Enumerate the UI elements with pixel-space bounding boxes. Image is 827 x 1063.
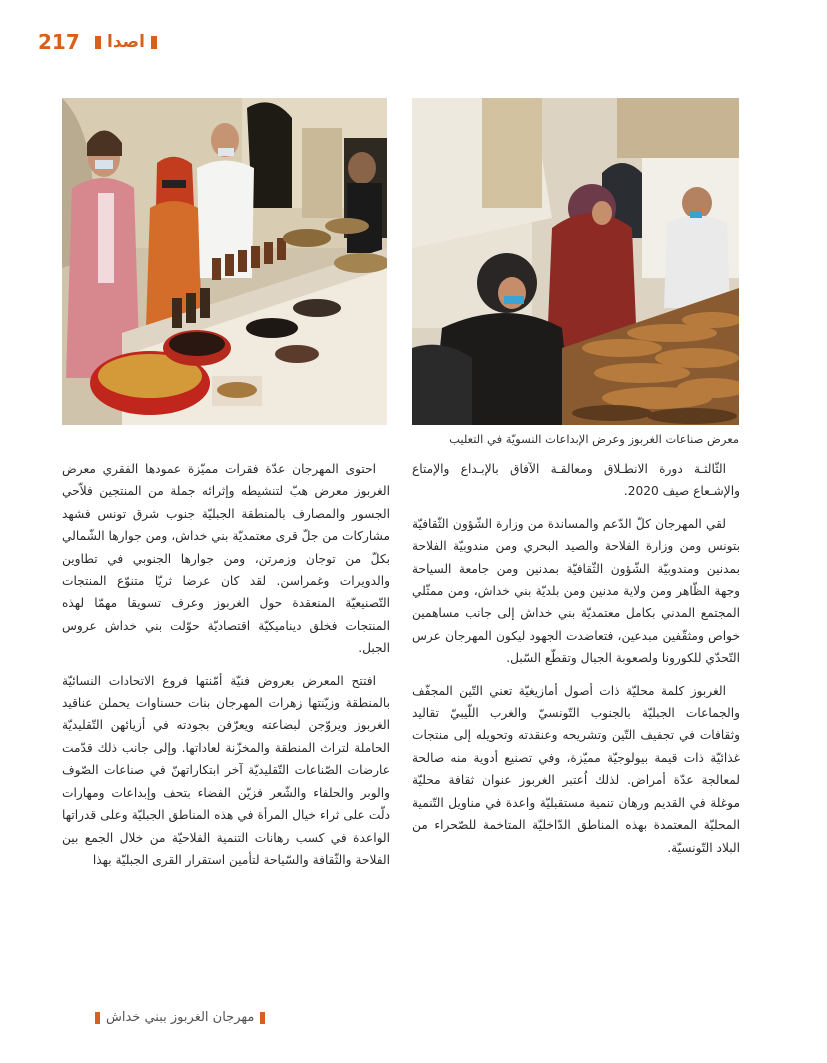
photo-market-crowd [412,98,739,425]
footer-title: مهرجان الغربوز ببني خداش [106,1010,255,1025]
section-title: اصدا [107,32,145,52]
paragraph: احتوى المهرجان عدّة فقرات مميّزة عمودها الفقري معرض الغربوز معرض هبّ لتنشيطه وإثرائه جملة من المنتجين فلاّحي الجسور والمصارف بالمنطقة الجبليّة جنوب شرق تونس فشهد مشاركات من جلّ قرى معتمديّة بني خداش، ومن جوارها الشّمالي بكلّ من توجان وزمرتن، ومن جوارها الجنوبي في تطاوين والدويرات وغمراسن. لقد كان عرضا ثريّا متنوّع المنتجات التّصنيعيّة المنعقدة حول الغربوز وعرف تسويقا مهمّا لهذه المنتجات فخلق ديناميكيّة اقتصاديّة حوّلت بني خداش عروس الجبل. [62,462,390,656]
text-column-left [62,458,390,881]
photo-caption: معرض صناعات الغربوز وعرض الإبداعات النسويّة في التعليب [449,432,739,446]
footer-marker-right [260,1012,265,1024]
paragraph: الثّالثـة دورة الانطـلاق ومعالقـة الآفاق بالإبـداع والإمتاع والإشـعاع صيف 2020. [412,462,740,499]
photo-market-crowd-image [412,98,739,425]
header-marker-left [95,36,101,49]
section-header [95,32,157,52]
paragraph: افتتح المعرض بعروض فنيّة أمّنتها فروع الاتحادات النسائيّة بالمنطقة وزيّنتها زهرات المهرجان بنات حسناوات يحملن عناقيد الغربوز ويروّجن لبضاعته ويعرّفن بجودته في أزيائهن التّقليديّة الحاملة لتراث المنطقة والمخزّنة لعاداتها. وإلى جانب ذلك قدّمت عارضات الصّناعات التّقليديّة آخر ابتكاراتهنّ في صناعات الصّوف والوبر والحلفاء والشّعر فزيّن الفضاء بتحف وإبداعات ومهارات دلّت على ثراء خيال المرأة في هذه المناطق الجبليّة وعلى قدراتها الواعدة في كسب رهانات التنمية الفلاحيّة من خلال الجمع بين الفلاحة والثّقافة والسّياحة لتأمين استقرار القرى الجبليّة بهذا [62,673,390,867]
paragraph: لقي المهرجان كلّ الدّعم والمساندة من وزارة الشّؤون الثّقافيّة بتونس ومن وزارة الفلاحة والصيد البحري ومن مندوبيّة الفلاحة بمدنين ومندوبيّة الشّؤون الثّقافيّة بمدنين ومن جامعة السياحة وجهة الظّاهر ومن ولاية مدنين ومن بلديّة بني خداش، ومن ممثّلي المجتمع المدني بكامل معتمديّة بني خداش إلى جانب مساهمين خواص ومثقّفين مبدعين، فتعاضدت الجهود ليكون المهرجان عرس التّحدّي للكورونا ولصعوبة الجبال وتقطّع السّبل. [412,516,740,666]
page-number: 217 [38,30,80,54]
photo-market-stall-image [62,98,387,425]
text-column-right [412,458,740,869]
page-footer [95,1010,265,1025]
photo-market-stall [62,98,387,425]
footer-marker-left [95,1012,100,1024]
paragraph: الغربوز كلمة محليّة ذات أصول أمازيغيّة تعني التّين المجفّف والجماعات الجبليّة بالجنوب التّونسيّ والغرب اللّيبيّ تقاليد وثقافات في تجفيف التّين وتشريحه وعنقدته وتحويله إلى منتجات غذائيّة ذات قيمة بيولوجيّة مميّزة، وفي تصنيع أدوية منه صالحة لمعالجة عدّة أمراض. لذلك اُعتبر الغربوز عنوان ثقافة محليّة موغلة في القديم ورهان تنمية مستقبليّة واعدة في مناويل التّنمية المحليّة المعتمدة بهذه المناطق الدّاخليّة المتاخمة للصّحراء من البلاد التّونسيّة. [412,683,740,855]
header-marker-right [151,36,157,49]
